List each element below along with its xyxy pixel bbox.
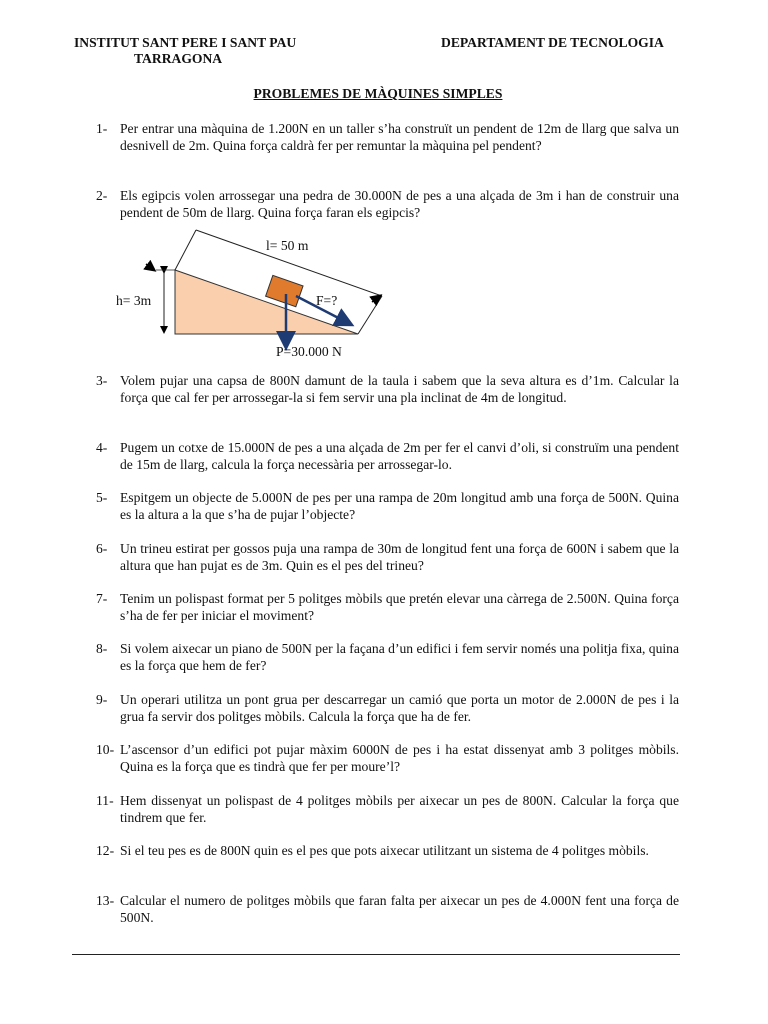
institute-city: TARRAGONA — [134, 51, 223, 66]
institute-line1: INSTITUT SANT PERE I SANT PAU — [74, 35, 297, 50]
problem-number: 1- — [96, 121, 108, 136]
problem-number: 8- — [96, 641, 108, 656]
problem-number: 11- — [96, 793, 114, 808]
problem-item — [96, 640, 679, 674]
problem-item — [96, 792, 679, 826]
stone-block — [266, 275, 303, 306]
footer-divider — [72, 954, 680, 955]
problem-number: 3- — [96, 373, 108, 388]
height-label: h= 3m — [116, 293, 152, 308]
problem-text: Si volem aixecar un piano de 500N per la façana d’un edifici i fem servir només una politja fixa, quina es la força que hem de fer? — [120, 641, 679, 673]
problem-text: L’ascensor d’un edifici pot pujar màxim 6000N de pes i ha estat dissenyat amb 3 politges mòbils. Quina es la força que es tindrà que fer per moure’l? — [120, 742, 679, 774]
problem-text: Un operari utilitza un pont grua per descarregar un camió que porta un motor de 2.000N de pes i la grua fa servir dos politges mòbils. Calcula la força que ha de fer. — [120, 692, 679, 724]
problem-item — [96, 489, 679, 523]
problem-text: Un trineu estirat per gossos puja una rampa de 30m de longitud fent una força de 600N i sabem que la altura que han pujat es de 3m. Quin es el pes del trineu? — [120, 541, 679, 573]
problem-text: Hem dissenyat un polispast de 4 politges mòbils per aixecar un pes de 800N. Calcular la força que tindrem que fer. — [120, 793, 679, 825]
problem-item — [96, 187, 679, 221]
department-name: DEPARTAMENT DE TECNOLOGIA — [441, 35, 664, 50]
length-label: l= 50 m — [266, 238, 309, 253]
problem-text: Calcular el numero de politges mòbils que faran falta per aixecar un pes de 4.000N fent una força de 500N. — [120, 893, 679, 925]
problem-text: Si el teu pes es de 800N quin es el pes que pots aixecar utilitzant un sistema de 4 politges mòbils. — [120, 843, 649, 858]
problem-item — [96, 741, 679, 775]
problem-number: 12- — [96, 843, 115, 858]
problem-item — [96, 120, 679, 154]
problem-number: 7- — [96, 591, 108, 606]
problem-text: Volem pujar una capsa de 800N damunt de la taula i sabem que la seva altura es d’1m. Calcular la força que cal fer per arrossegar-la si fem servir una pla inclinat de 4m de longitud. — [120, 373, 679, 405]
problem-item — [96, 590, 679, 624]
problem-item — [96, 842, 679, 859]
problem-number: 9- — [96, 692, 108, 707]
problem-item — [96, 540, 679, 574]
institute-name — [74, 35, 354, 67]
problem-text: Els egipcis volen arrossegar una pedra de 30.000N de pes a una alçada de 3m i han de construir una pendent de 50m de llarg. Quina força faran els egipcis? — [120, 188, 679, 220]
problem-text: Per entrar una màquina de 1.200N en un taller s’ha construït un pendent de 12m de llarg que salva un desnivell de 2m. Quina força caldrà fer per remuntar la màquina pel pendent? — [120, 121, 679, 153]
force-label: F=? — [316, 293, 338, 308]
page-title: PROBLEMES DE MÀQUINES SIMPLES — [253, 86, 503, 101]
problem-item — [96, 892, 679, 926]
problem-number: 13- — [96, 893, 115, 908]
inclined-plane-drawing — [110, 222, 400, 364]
problem-number: 6- — [96, 541, 108, 556]
weight-label: P=30.000 N — [276, 344, 342, 359]
problem-text: Pugem un cotxe de 15.000N de pes a una alçada de 2m per fer el canvi d’oli, si construïm una pendent de 15m de llarg, calcula la força necessària per arrossegar-lo. — [120, 440, 679, 472]
problem-item — [96, 439, 679, 473]
problem-item — [96, 372, 679, 406]
problem-number: 2- — [96, 188, 108, 203]
problem-number: 4- — [96, 440, 108, 455]
problem-text: Espitgem un objecte de 5.000N de pes per una rampa de 20m longitud amb una força de 500N. Quina es la altura a la que s’ha de pujar l’objecte? — [120, 490, 679, 522]
problem-number: 10- — [96, 742, 115, 757]
problem-item — [96, 691, 679, 725]
length-dimension-line — [175, 230, 196, 270]
problem-number: 5- — [96, 490, 108, 505]
inclined-plane-diagram — [110, 222, 400, 364]
problem-text: Tenim un polispast format per 5 politges mòbils que pretén elevar una càrrega de 2.500N. Quina força s’ha de fer per iniciar el moviment? — [120, 591, 679, 623]
